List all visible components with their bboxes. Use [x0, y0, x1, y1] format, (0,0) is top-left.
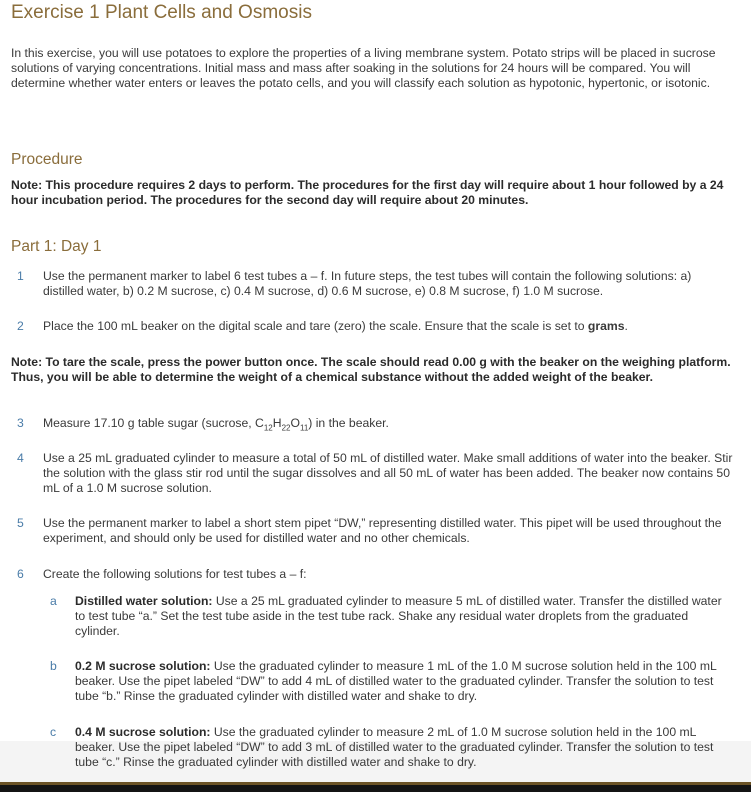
substep-letter: a: [50, 594, 57, 608]
step-number: 3: [17, 416, 24, 430]
grams-emphasis: grams: [587, 319, 625, 333]
part-heading: Part 1: Day 1: [11, 238, 102, 255]
step-number: 5: [17, 516, 24, 530]
step-text: Use the permanent marker to label 6 test tubes a – f. In future steps, the test tubes will contain the following solutions: a) distilled water, b) 0.2 M sucrose, c) 0.4 M sucrose, d) 0.6 M sucrose, e) 0.8 M sucrose, f) 1.0 M sucrose.: [43, 269, 692, 298]
procedure-note: Note: This procedure requires 2 days to perform. The procedures for the first day will require about 1 hour followed by a 24 hour incubation period. The procedures for the second day will require about 20 minutes.: [11, 178, 724, 207]
substep-letter: c: [50, 725, 57, 739]
step-number: 1: [17, 269, 24, 283]
step-text: Use a 25 mL graduated cylinder to measure a total of 50 mL of distilled water. Make small additions of water into the beaker. Stir the solution with the glass stir rod until the sugar dissolves and all 50 mL of water has been added. The beaker now contains 50 mL of a 1.0 M sucrose solution.: [43, 451, 733, 495]
step-text: Measure 17.10 g table sugar (sucrose, $C_{12}H_{22}O_{11}$) in the beaker.: [43, 416, 389, 433]
step-number: 2: [17, 319, 24, 333]
intro-paragraph: In this exercise, you will use potatoes to explore the properties of a living membrane system. Potato strips will be placed in sucrose solutions of varying concentrations. Initial mass and mass after soaking in the solutions for 24 hours will be compared. You will determine whether water enters or leaves the potato cells, and you will classify each solution as hypotonic, hypertonic, or isotonic.: [11, 46, 716, 90]
substep-text: 0.2 M sucrose solution: Use the graduated cylinder to measure 1 mL of the 1.0 M sucrose solution held in the 100 mL beaker. Use the pipet labeled “DW” to add 4 mL of distilled water to the graduated cylinder. Transfer the solution to test tube “b.” Rinse the graduated cylinder with distilled water and shake to dry.: [75, 659, 717, 703]
step-number: 4: [17, 451, 24, 465]
step-text: Use the permanent marker to label a short stem pipet “DW,” representing distilled water. This pipet will be used throughout the experiment, and should only be used for distilled water and no other chemicals.: [43, 516, 722, 545]
substep-letter: b: [50, 659, 57, 673]
step-text: Place the 100 mL beaker on the digital scale and tare (zero) the scale. Ensure that the scale is set to grams.: [43, 319, 628, 333]
bottom-toolbar: [0, 782, 751, 792]
page-title: Exercise 1 Plant Cells and Osmosis: [11, 2, 312, 23]
substep-text: 0.4 M sucrose solution: Use the graduated cylinder to measure 2 mL of 1.0 M sucrose solution held in the 100 mL beaker. Use the pipet labeled “DW” to add 3 mL of distilled water to the graduated cylinder. Transfer the solution to test tube “c.” Rinse the graduated cylinder with distilled water and shake to dry.: [75, 725, 714, 769]
substep-text: Distilled water solution: Use a 25 mL graduated cylinder to measure 5 mL of distilled water. Transfer the distilled water to test tube “a.” Set the test tube aside in the test tube rack. Shake any residual water droplets from the graduated cylinder.: [75, 594, 722, 638]
procedure-heading: Procedure: [11, 151, 83, 168]
step-number: 6: [17, 567, 24, 581]
tare-note: Note: To tare the scale, press the power button once. The scale should read 0.00 g with the beaker on the weighing platform. Thus, you will be able to determine the weight of a chemical substance without the added weight of the beaker.: [11, 355, 731, 384]
step-text: Create the following solutions for test tubes a – f:: [43, 567, 307, 581]
